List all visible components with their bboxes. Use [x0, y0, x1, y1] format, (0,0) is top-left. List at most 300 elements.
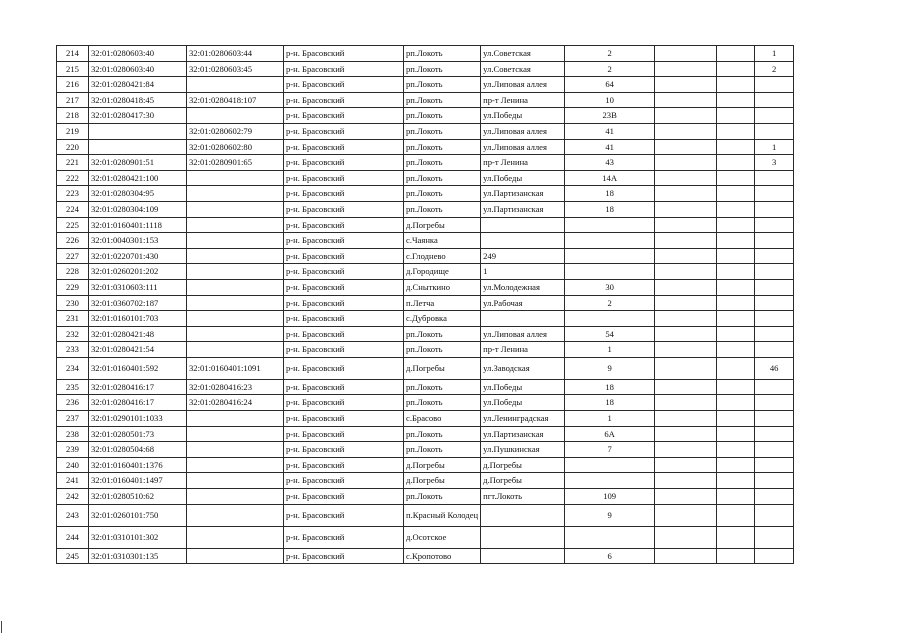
sub-cadastral-number-cell: 32:01:0280603:45 [187, 61, 284, 77]
house-number-cell: 54 [565, 326, 655, 342]
house-number-cell [565, 526, 655, 548]
cadastral-number-cell: 32:01:0160401:592 [89, 357, 187, 379]
sub-cadastral-number-cell [187, 504, 284, 526]
house-number-cell: 30 [565, 279, 655, 295]
apartment-number-cell [755, 123, 794, 139]
locality-cell: рп.Локоть [404, 61, 481, 77]
region-cell: р-н. Брасовский [284, 295, 404, 311]
table-row [57, 123, 880, 139]
apartment-number-cell [755, 489, 794, 505]
empty-cell [717, 233, 755, 249]
region-cell: р-н. Брасовский [284, 411, 404, 427]
empty-cell [717, 248, 755, 264]
apartment-number-cell [755, 233, 794, 249]
street-cell: д.Погребы [481, 457, 565, 473]
apartment-number-cell [755, 473, 794, 489]
street-cell [481, 233, 565, 249]
apartment-number-cell [755, 426, 794, 442]
empty-cell [717, 457, 755, 473]
sub-cadastral-number-cell: 32:01:0280416:23 [187, 379, 284, 395]
table-row [57, 155, 880, 171]
empty-cell [717, 473, 755, 489]
locality-cell: рп.Локоть [404, 395, 481, 411]
sub-cadastral-number-cell [187, 342, 284, 358]
house-number-cell: 64 [565, 77, 655, 93]
apartment-number-cell [755, 186, 794, 202]
street-cell: пгт.Локоть [481, 489, 565, 505]
apartment-number-cell [755, 217, 794, 233]
row-number-cell: 241 [57, 473, 89, 489]
row-number-cell: 216 [57, 77, 89, 93]
street-cell: ул.Советская [481, 46, 565, 62]
table-row [57, 46, 880, 62]
table-row [57, 248, 880, 264]
locality-cell: д.Погребы [404, 357, 481, 379]
row-number-cell: 223 [57, 186, 89, 202]
sub-cadastral-number-cell [187, 201, 284, 217]
empty-cell [717, 279, 755, 295]
table-row [57, 526, 880, 548]
street-cell: ул.Победы [481, 379, 565, 395]
table-row [57, 504, 880, 526]
street-cell: ул.Липовая аллея [481, 77, 565, 93]
empty-cell [655, 395, 717, 411]
table-row [57, 61, 880, 77]
street-cell: ул.Победы [481, 395, 565, 411]
street-cell [481, 548, 565, 564]
sub-cadastral-number-cell [187, 233, 284, 249]
empty-cell [655, 155, 717, 171]
table-row [57, 489, 880, 505]
region-cell: р-н. Брасовский [284, 489, 404, 505]
locality-cell: рп.Локоть [404, 139, 481, 155]
locality-cell: с.Кропотово [404, 548, 481, 564]
row-number-cell: 239 [57, 442, 89, 458]
row-number-cell: 243 [57, 504, 89, 526]
cadastral-number-cell: 32:01:0280603:40 [89, 61, 187, 77]
empty-cell [655, 473, 717, 489]
locality-cell: с.Глоднево [404, 248, 481, 264]
region-cell: р-н. Брасовский [284, 279, 404, 295]
locality-cell: рп.Локоть [404, 442, 481, 458]
empty-cell [655, 279, 717, 295]
street-cell: пр-т Ленина [481, 342, 565, 358]
apartment-number-cell [755, 248, 794, 264]
row-number-cell: 240 [57, 457, 89, 473]
region-cell: р-н. Брасовский [284, 217, 404, 233]
empty-cell [717, 411, 755, 427]
region-cell: р-н. Брасовский [284, 186, 404, 202]
empty-cell [717, 342, 755, 358]
empty-cell [717, 139, 755, 155]
apartment-number-cell [755, 411, 794, 427]
house-number-cell: 2 [565, 295, 655, 311]
region-cell: р-н. Брасовский [284, 77, 404, 93]
row-number-cell: 233 [57, 342, 89, 358]
empty-cell [655, 489, 717, 505]
locality-cell: д.Сныткино [404, 279, 481, 295]
house-number-cell [565, 264, 655, 280]
cadastral-number-cell: 32:01:0310301:135 [89, 548, 187, 564]
row-number-cell: 224 [57, 201, 89, 217]
locality-cell: рп.Локоть [404, 46, 481, 62]
street-cell: ул.Рабочая [481, 295, 565, 311]
locality-cell: п.Красный Колодец [404, 504, 481, 526]
row-number-cell: 236 [57, 395, 89, 411]
region-cell: р-н. Брасовский [284, 548, 404, 564]
locality-cell: рп.Локоть [404, 77, 481, 93]
street-cell: д.Погребы [481, 473, 565, 489]
table-row [57, 279, 880, 295]
row-number-cell: 221 [57, 155, 89, 171]
house-number-cell [565, 311, 655, 327]
street-cell: ул.Пушкинская [481, 442, 565, 458]
region-cell: р-н. Брасовский [284, 155, 404, 171]
street-cell: ул.Советская [481, 61, 565, 77]
region-cell: р-н. Брасовский [284, 92, 404, 108]
empty-cell [655, 504, 717, 526]
row-number-cell: 228 [57, 264, 89, 280]
house-number-cell: 7 [565, 442, 655, 458]
cadastral-number-cell: 32:01:0280504:68 [89, 442, 187, 458]
row-number-cell: 217 [57, 92, 89, 108]
empty-cell [717, 46, 755, 62]
empty-cell [655, 108, 717, 124]
table-row [57, 379, 880, 395]
street-cell [481, 217, 565, 233]
region-cell: р-н. Брасовский [284, 504, 404, 526]
empty-cell [717, 442, 755, 458]
sub-cadastral-number-cell [187, 108, 284, 124]
empty-cell [655, 170, 717, 186]
region-cell: р-н. Брасовский [284, 326, 404, 342]
cadastral-number-cell: 32:01:0260201:202 [89, 264, 187, 280]
sub-cadastral-number-cell: 32:01:0280602:79 [187, 123, 284, 139]
sub-cadastral-number-cell [187, 279, 284, 295]
empty-cell [655, 295, 717, 311]
cadastral-number-cell: 32:01:0160101:703 [89, 311, 187, 327]
locality-cell: п.Летча [404, 295, 481, 311]
row-number-cell: 244 [57, 526, 89, 548]
row-number-cell: 232 [57, 326, 89, 342]
region-cell: р-н. Брасовский [284, 526, 404, 548]
table-row [57, 326, 880, 342]
sub-cadastral-number-cell [187, 473, 284, 489]
house-number-cell: 43 [565, 155, 655, 171]
table-row [57, 108, 880, 124]
table-row [57, 77, 880, 93]
cadastral-number-cell: 32:01:0310603:111 [89, 279, 187, 295]
cadastral-number-cell: 32:01:0290101:1033 [89, 411, 187, 427]
locality-cell: с.Чаянка [404, 233, 481, 249]
apartment-number-cell [755, 526, 794, 548]
street-cell: ул.Победы [481, 108, 565, 124]
house-number-cell: 6 [565, 548, 655, 564]
locality-cell: с.Брасово [404, 411, 481, 427]
table-row [57, 186, 880, 202]
sub-cadastral-number-cell [187, 489, 284, 505]
house-number-cell: 18 [565, 186, 655, 202]
sub-cadastral-number-cell [187, 442, 284, 458]
table-row [57, 264, 880, 280]
table-row [57, 426, 880, 442]
table-row [57, 442, 880, 458]
sub-cadastral-number-cell [187, 311, 284, 327]
apartment-number-cell [755, 92, 794, 108]
cadastral-number-cell: 32:01:0280603:40 [89, 46, 187, 62]
row-number-cell: 219 [57, 123, 89, 139]
sub-cadastral-number-cell [187, 295, 284, 311]
locality-cell: рп.Локоть [404, 170, 481, 186]
row-number-cell: 227 [57, 248, 89, 264]
sub-cadastral-number-cell: 32:01:0280602:80 [187, 139, 284, 155]
sub-cadastral-number-cell [187, 548, 284, 564]
empty-cell [655, 217, 717, 233]
region-cell: р-н. Брасовский [284, 123, 404, 139]
apartment-number-cell [755, 295, 794, 311]
street-cell: пр-т Ленина [481, 155, 565, 171]
table-row [57, 201, 880, 217]
sub-cadastral-number-cell [187, 264, 284, 280]
sub-cadastral-number-cell: 32:01:0160401:1091 [187, 357, 284, 379]
row-number-cell: 225 [57, 217, 89, 233]
house-number-cell: 109 [565, 489, 655, 505]
empty-cell [717, 201, 755, 217]
table-row [57, 548, 880, 564]
empty-cell [655, 233, 717, 249]
row-number-cell: 222 [57, 170, 89, 186]
empty-cell [717, 326, 755, 342]
empty-cell [655, 201, 717, 217]
empty-cell [655, 46, 717, 62]
cadastral-number-cell: 32:01:0280901:51 [89, 155, 187, 171]
row-number-cell: 234 [57, 357, 89, 379]
cadastral-number-cell: 32:01:0280304:95 [89, 186, 187, 202]
region-cell: р-н. Брасовский [284, 442, 404, 458]
empty-cell [717, 61, 755, 77]
region-cell: р-н. Брасовский [284, 473, 404, 489]
street-cell: ул.Заводская [481, 357, 565, 379]
locality-cell: рп.Локоть [404, 342, 481, 358]
empty-cell [717, 92, 755, 108]
empty-cell [655, 61, 717, 77]
sub-cadastral-number-cell [187, 248, 284, 264]
region-cell: р-н. Брасовский [284, 108, 404, 124]
empty-cell [717, 155, 755, 171]
sub-cadastral-number-cell [187, 170, 284, 186]
table-row [57, 411, 880, 427]
empty-cell [655, 326, 717, 342]
cadastral-number-cell: 32:01:0280421:54 [89, 342, 187, 358]
street-cell: ул.Партизанская [481, 426, 565, 442]
apartment-number-cell [755, 548, 794, 564]
empty-cell [717, 295, 755, 311]
cadastral-number-cell: 32:01:0280421:100 [89, 170, 187, 186]
empty-cell [717, 379, 755, 395]
region-cell: р-н. Брасовский [284, 395, 404, 411]
house-number-cell: 10 [565, 92, 655, 108]
region-cell: р-н. Брасовский [284, 248, 404, 264]
apartment-number-cell [755, 170, 794, 186]
house-number-cell: 9 [565, 357, 655, 379]
empty-cell [655, 264, 717, 280]
apartment-number-cell: 3 [755, 155, 794, 171]
apartment-number-cell [755, 264, 794, 280]
street-cell [481, 504, 565, 526]
cadastral-number-cell: 32:01:0040301:153 [89, 233, 187, 249]
apartment-number-cell: 2 [755, 61, 794, 77]
street-cell: ул.Липовая аллея [481, 326, 565, 342]
empty-cell [655, 411, 717, 427]
sub-cadastral-number-cell [187, 411, 284, 427]
locality-cell: рп.Локоть [404, 379, 481, 395]
table-row [57, 170, 880, 186]
cadastral-number-cell: 32:01:0280501:73 [89, 426, 187, 442]
table-row [57, 92, 880, 108]
apartment-number-cell [755, 342, 794, 358]
apartment-number-cell [755, 395, 794, 411]
table-row [57, 311, 880, 327]
region-cell: р-н. Брасовский [284, 342, 404, 358]
apartment-number-cell [755, 326, 794, 342]
street-cell: ул.Липовая аллея [481, 123, 565, 139]
locality-cell: д.Погребы [404, 217, 481, 233]
row-number-cell: 229 [57, 279, 89, 295]
row-number-cell: 238 [57, 426, 89, 442]
apartment-number-cell [755, 77, 794, 93]
sub-cadastral-number-cell [187, 426, 284, 442]
locality-cell: рп.Локоть [404, 489, 481, 505]
empty-cell [717, 264, 755, 280]
empty-cell [655, 526, 717, 548]
locality-cell: рп.Локоть [404, 92, 481, 108]
cadastral-number-cell: 32:01:0160401:1118 [89, 217, 187, 233]
empty-cell [717, 186, 755, 202]
empty-cell [655, 77, 717, 93]
empty-cell [655, 311, 717, 327]
cadastral-number-cell: 32:01:0280304:109 [89, 201, 187, 217]
house-number-cell [565, 217, 655, 233]
empty-cell [655, 139, 717, 155]
empty-cell [717, 548, 755, 564]
row-number-cell: 218 [57, 108, 89, 124]
cadastral-number-cell: 32:01:0280418:45 [89, 92, 187, 108]
empty-cell [717, 426, 755, 442]
cadastral-number-cell: 32:01:0280416:17 [89, 395, 187, 411]
empty-cell [717, 170, 755, 186]
empty-cell [655, 442, 717, 458]
row-number-cell: 215 [57, 61, 89, 77]
region-cell: р-н. Брасовский [284, 457, 404, 473]
apartment-number-cell [755, 108, 794, 124]
table-row [57, 395, 880, 411]
row-number-cell: 237 [57, 411, 89, 427]
empty-cell [717, 489, 755, 505]
street-cell [481, 526, 565, 548]
cadastral-number-cell: 32:01:0280510:62 [89, 489, 187, 505]
cadastral-number-cell: 32:01:0280421:48 [89, 326, 187, 342]
table-row [57, 342, 880, 358]
house-number-cell: 41 [565, 139, 655, 155]
sub-cadastral-number-cell [187, 457, 284, 473]
house-number-cell [565, 473, 655, 489]
locality-cell: рп.Локоть [404, 123, 481, 139]
street-cell: 1 [481, 264, 565, 280]
house-number-cell: 1 [565, 342, 655, 358]
row-number-cell: 242 [57, 489, 89, 505]
locality-cell: рп.Локоть [404, 155, 481, 171]
cadastral-number-cell: 32:01:0220701:430 [89, 248, 187, 264]
apartment-number-cell: 46 [755, 357, 794, 379]
empty-cell [655, 457, 717, 473]
street-cell [481, 311, 565, 327]
row-number-cell: 231 [57, 311, 89, 327]
apartment-number-cell [755, 201, 794, 217]
cadastral-number-cell: 32:01:0160401:1376 [89, 457, 187, 473]
locality-cell: рп.Локоть [404, 201, 481, 217]
table-row [57, 295, 880, 311]
sub-cadastral-number-cell [187, 217, 284, 233]
table-row [57, 217, 880, 233]
locality-cell: д.Осотское [404, 526, 481, 548]
empty-cell [717, 217, 755, 233]
empty-cell [655, 342, 717, 358]
region-cell: р-н. Брасовский [284, 426, 404, 442]
street-cell: ул.Партизанская [481, 201, 565, 217]
cadastral-number-cell: 32:01:0360702:187 [89, 295, 187, 311]
sub-cadastral-number-cell: 32:01:0280418:107 [187, 92, 284, 108]
table-row [57, 139, 880, 155]
region-cell: р-н. Брасовский [284, 379, 404, 395]
sub-cadastral-number-cell [187, 326, 284, 342]
house-number-cell [565, 248, 655, 264]
locality-cell: д.Погребы [404, 457, 481, 473]
cadastral-number-cell: 32:01:0280417:30 [89, 108, 187, 124]
sub-cadastral-number-cell: 32:01:0280603:44 [187, 46, 284, 62]
empty-cell [655, 248, 717, 264]
cadastral-number-cell: 32:01:0260101:750 [89, 504, 187, 526]
cadastral-number-cell: 32:01:0160401:1497 [89, 473, 187, 489]
house-number-cell: 18 [565, 395, 655, 411]
region-cell: р-н. Брасовский [284, 264, 404, 280]
locality-cell: с.Дубровка [404, 311, 481, 327]
empty-cell [717, 311, 755, 327]
row-number-cell: 214 [57, 46, 89, 62]
apartment-number-cell: 1 [755, 46, 794, 62]
locality-cell: рп.Локоть [404, 426, 481, 442]
row-number-cell: 230 [57, 295, 89, 311]
empty-cell [717, 357, 755, 379]
street-cell: ул.Молодежная [481, 279, 565, 295]
locality-cell: рп.Локоть [404, 186, 481, 202]
region-cell: р-н. Брасовский [284, 311, 404, 327]
apartment-number-cell [755, 504, 794, 526]
sub-cadastral-number-cell [187, 526, 284, 548]
house-number-cell [565, 457, 655, 473]
house-number-cell: 14А [565, 170, 655, 186]
cadastral-number-cell [89, 139, 187, 155]
street-cell: ул.Партизанская [481, 186, 565, 202]
apartment-number-cell [755, 279, 794, 295]
table-row [57, 233, 880, 249]
street-cell: ул.Ленинградская [481, 411, 565, 427]
empty-cell [655, 357, 717, 379]
region-cell: р-н. Брасовский [284, 201, 404, 217]
table-row [57, 473, 880, 489]
empty-cell [655, 379, 717, 395]
empty-cell [717, 77, 755, 93]
empty-cell [655, 426, 717, 442]
